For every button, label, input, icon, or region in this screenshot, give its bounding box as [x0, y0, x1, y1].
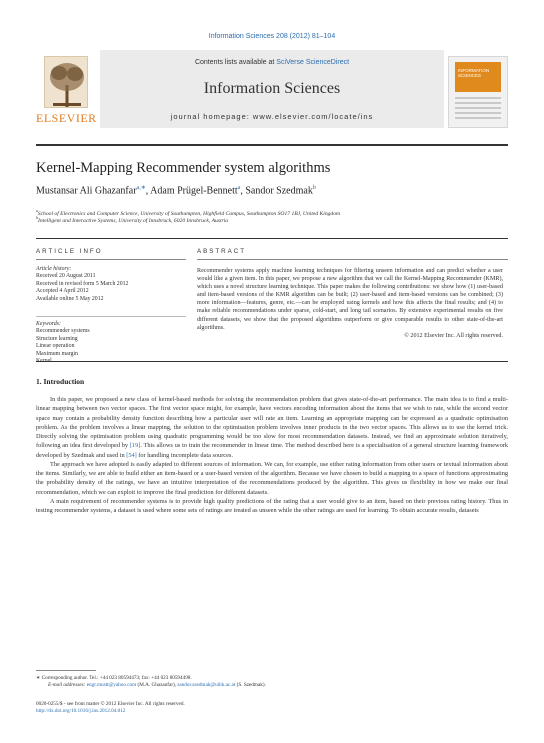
info-rule — [36, 259, 186, 260]
journal-homepage-link[interactable]: journal homepage: www.elsevier.com/locate/ins — [170, 112, 374, 121]
abstract-body — [197, 267, 503, 340]
email-label: E-mail addresses: — [48, 682, 87, 688]
paragraph: A main requirement of recommender systems is to provide high quality predictions of the rating that a user would give to an item, based on their previous rating history. Thus in testing recommender systems, a dataset is used where some sets of ratings are treated as unseen while the other ratings are used for learning. To obtain accurate results, datasets — [36, 497, 508, 514]
affiliation-text: Intelligent and Interactive Systems, University of Innsbruck, 6020 Innsbruck, Austria — [38, 217, 229, 224]
paragraph — [36, 395, 508, 460]
tree-logo-icon — [44, 56, 88, 108]
section-heading-introduction: 1. Introduction — [36, 377, 85, 386]
paragraph-text: In this paper, we proposed a new class of kernel-based methods for solving the recommendation problem that gives state-of-the-art performance. The main idea is to find a multi-linear mapping between two vector spaces. The first vector space might, for example, have vectors encoding information about the items that we wish to rate, while the second vector space may contain a probability density function describing how a particular user will rate an item. Learning an appropriate mapping can be expressed as a quadratic optimisation problem. As the problem involves a linear mapping, the solution to the optimisation problem involves inner products in the two vector spaces. This allows us to use the kernel trick. Directly solving the optimisation problem using quadratic programming would be too slow for most recommendation datasets. Instead, we find an approximate solution iteratively, following an idea first developed by — [36, 396, 508, 450]
history-item: Received 20 August 2011 — [36, 273, 96, 280]
paper-title: Kernel-Mapping Recommender system algorithms — [36, 160, 331, 176]
affil-marker: a — [36, 208, 38, 213]
history-item: Available online 5 May 2012 — [36, 295, 104, 302]
author-name[interactable]: , Sandor Szedmak — [240, 185, 313, 197]
affiliation-text: School of Electronics and Computer Science, University of Southampton, Highfield Campus, Southampton SO17 1BJ, United Kingdom — [37, 210, 341, 217]
sciencedirect-link[interactable]: SciVerse ScienceDirect — [276, 59, 350, 66]
masthead — [36, 50, 508, 128]
journal-title: Information Sciences — [203, 80, 341, 97]
keyword: Recommender systems — [36, 328, 90, 335]
cover-lines — [455, 97, 501, 122]
corresponding-author-note: ∗ Corresponding author. Tel.: +44 023 80594473; fax: +44 023 80594498. — [36, 675, 192, 681]
author-affil-marker[interactable]: a — [237, 185, 241, 191]
abstract-rule — [197, 259, 508, 260]
doi-link[interactable]: http://dx.doi.org/10.1016/j.ins.2012.04.012 — [36, 708, 126, 714]
cover-banner — [455, 62, 501, 92]
history-label: Article history: — [36, 266, 72, 272]
email-owner: (S. Szedmak). — [235, 682, 266, 688]
masthead-rule — [36, 144, 508, 146]
email-owner: (M.A. Ghazanfar), — [136, 682, 178, 688]
history-item: Received in revised form 5 March 2012 — [36, 280, 129, 287]
author-affil-marker[interactable]: b — [312, 185, 316, 191]
author-name[interactable]: , Adam Prügel-Bennett — [145, 185, 238, 197]
elsevier-logo — [36, 56, 96, 128]
paragraph-text: . This allows us to train the recommender in linear time. The method described here is a specialisation of a general structure learning framework developed by Szedmak and used in — [36, 442, 508, 459]
contents-prefix: Contents lists available at — [194, 59, 277, 66]
keyword: Structure learning — [36, 335, 78, 342]
author-affil-marker[interactable]: a,∗ — [136, 185, 146, 191]
keyword: Linear operation — [36, 343, 75, 350]
article-history — [36, 266, 186, 303]
footnotes — [36, 675, 508, 689]
affil-marker: b — [36, 215, 38, 220]
citation-link[interactable]: [54] — [126, 451, 137, 459]
paragraph-text: for handling incomplete data sources. — [136, 451, 233, 459]
author-list — [36, 184, 316, 196]
header-rule — [36, 238, 508, 239]
abstract-copyright: © 2012 Elsevier Inc. All rights reserved. — [404, 332, 503, 339]
affiliation-b — [36, 215, 228, 224]
email-link[interactable]: sandor.szedmak@uibk.ac.at — [177, 682, 236, 688]
email-link[interactable]: engr.mustt@yahoo.com — [86, 682, 137, 688]
abstract-text: Recommender systems apply machine learning techniques for filtering unseen information and can predict whether a user would like a given item. In this paper, we propose a new algorithm that we call the Kernel-Mapping Recommender (KMR), which uses a novel structure learning technique. This paper makes the following contributions: we show how (1) user-based and item-based versions of the KMR algorithm can be built; (2) user-based and item-based versions can be combined; (3) more information—features, genre, etc.—can be employed using kernels and how this affects the final results; and (4) to make reliable recommendations under sparse, cold-start, and long tail scenarios. By extensive experimental results on five different datasets, we show that the proposed algorithms outperform or give comparable results to other state-of-the-art algorithms. — [197, 268, 503, 331]
cover-title: INFORMATION SCIENCES — [458, 68, 490, 78]
introduction-body — [36, 395, 508, 515]
citation-link[interactable]: [19] — [129, 442, 141, 450]
article-info-heading: ARTICLE INFO — [36, 248, 103, 255]
keywords — [36, 321, 186, 365]
history-item: Accepted 4 April 2012 — [36, 288, 89, 295]
article-footer — [36, 701, 185, 715]
publisher-name: ELSEVIER — [36, 111, 97, 125]
journal-reference[interactable]: Information Sciences 208 (2012) 81–104 — [208, 33, 336, 40]
email-note — [36, 682, 508, 689]
footnote-rule — [36, 670, 96, 671]
masthead-banner — [100, 50, 444, 128]
keyword: Maximum margin — [36, 350, 78, 357]
front-matter-rule — [36, 361, 508, 362]
author-name[interactable]: Mustansar Ali Ghazanfar — [36, 185, 137, 197]
abstract-heading: ABSTRACT — [197, 248, 247, 255]
contents-line — [100, 59, 444, 66]
issn-line: 0020-0255/$ - see front matter © 2012 Elsevier Inc. All rights reserved. — [36, 701, 185, 707]
journal-cover-image — [448, 56, 508, 128]
keywords-rule — [36, 316, 186, 317]
keywords-label: Keywords: — [36, 321, 61, 327]
paragraph: The approach we have adopted is easily adapted to different sources of information. We can, for example, use either rating information from other users or textual information about the items. Similarly, we are able to build either an item-based or a user-based version of the algorithm. Because we have chosen to build a mapping to a space of functions approximating the probability density of the ratings, we have an intuitive interpretation of the recommendations produced by the algorithm. This gives us flexibility in how we make our final recommendation, which we can exploit to improve the final prediction for different datasets. — [36, 460, 508, 496]
